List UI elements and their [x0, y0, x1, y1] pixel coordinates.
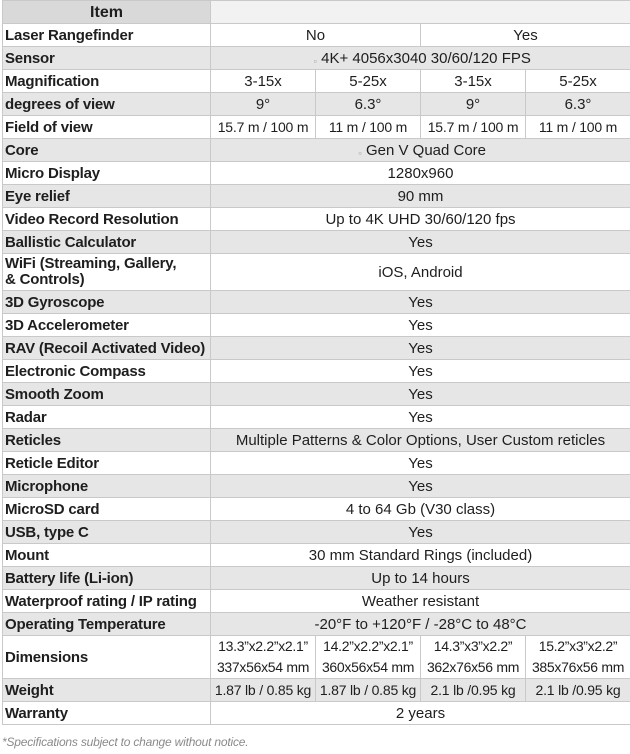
row-label: 3D Gyroscope — [3, 291, 211, 314]
row-label: degrees of view — [3, 93, 211, 116]
row-label: Core — [3, 139, 211, 162]
value-cell: 15.7 m / 100 m — [211, 116, 316, 139]
dimension-inches: 15.2”x3”x2.2” — [538, 638, 618, 654]
value-cell: Yes — [211, 291, 630, 314]
row-label: Reticle Editor — [3, 452, 211, 475]
value-cell: 90 mm — [211, 185, 630, 208]
row-label: Laser Rangefinder — [3, 24, 211, 47]
value-cell: 9° — [421, 93, 526, 116]
value-cell: 6.3° — [316, 93, 421, 116]
row-label: Dimensions — [3, 636, 211, 679]
row-video-record — [3, 208, 630, 231]
row-label: Mount — [3, 544, 211, 567]
row-rav — [3, 337, 630, 360]
row-sensor — [3, 47, 630, 70]
dimension-inches: 13.3”x2.2”x2.1” — [218, 638, 308, 654]
broken-image-icon: ▫ — [313, 55, 317, 66]
row-label: Eye relief — [3, 185, 211, 208]
value-cell: 11 m / 100 m — [316, 116, 421, 139]
value-cell: Yes — [421, 24, 630, 47]
row-label-line: & Controls) — [5, 271, 85, 288]
row-label: Radar — [3, 406, 211, 429]
value-cell: 15.7 m / 100 m — [421, 116, 526, 139]
header-row — [3, 1, 630, 24]
header-item-cell: Item — [3, 1, 211, 24]
value-cell — [211, 139, 630, 162]
value-text: Gen V Quad Core — [365, 141, 487, 159]
dimension-mm: 385x76x56 mm — [531, 659, 625, 675]
value-cell: 4 to 64 Gb (V30 class) — [211, 498, 630, 521]
spec-page — [2, 0, 630, 725]
row-label: Sensor — [3, 47, 211, 70]
row-label: Operating Temperature — [3, 613, 211, 636]
row-reticle-editor — [3, 452, 630, 475]
value-cell: Yes — [211, 383, 630, 406]
row-eye-relief — [3, 185, 630, 208]
row-label: Weight — [3, 679, 211, 702]
value-cell: 11 m / 100 m — [526, 116, 630, 139]
row-label: Ballistic Calculator — [3, 231, 211, 254]
row-label: MicroSD card — [3, 498, 211, 521]
value-cell: No — [211, 24, 421, 47]
value-cell — [421, 636, 526, 679]
value-cell: Yes — [211, 231, 630, 254]
row-label: Waterproof rating / IP rating — [3, 590, 211, 613]
row-warranty — [3, 702, 630, 725]
row-microphone — [3, 475, 630, 498]
value-cell: 6.3° — [526, 93, 630, 116]
footnote: *Specifications subject to change without notice. — [2, 735, 249, 749]
value-cell: Yes — [211, 452, 630, 475]
value-cell — [211, 47, 630, 70]
row-label-line: WiFi (Streaming, Gallery, — [5, 255, 177, 272]
value-cell: -20°F to +120°F / -28°C to 48°C — [211, 613, 630, 636]
row-label: Warranty — [3, 702, 211, 725]
broken-image-icon: ▫ — [358, 147, 362, 158]
row-label: RAV (Recoil Activated Video) — [3, 337, 211, 360]
value-cell: 2 years — [211, 702, 630, 725]
value-cell: 2.1 lb /0.95 kg — [421, 679, 526, 702]
row-dimensions — [3, 636, 630, 679]
dimension-mm: 360x56x54 mm — [321, 659, 415, 675]
row-label: Battery life (Li-ion) — [3, 567, 211, 590]
value-cell: Up to 4K UHD 30/60/120 fps — [211, 208, 630, 231]
row-label: USB, type C — [3, 521, 211, 544]
value-cell: 5-25x — [526, 70, 630, 93]
row-compass — [3, 360, 630, 383]
value-cell: 5-25x — [316, 70, 421, 93]
spec-table — [2, 0, 630, 725]
row-label: Electronic Compass — [3, 360, 211, 383]
row-microsd — [3, 498, 630, 521]
row-ballistic — [3, 231, 630, 254]
row-label: Magnification — [3, 70, 211, 93]
row-label: 3D Accelerometer — [3, 314, 211, 337]
row-label: Field of view — [3, 116, 211, 139]
dimension-inches: 14.3”x3”x2.2” — [433, 638, 513, 654]
row-micro-display — [3, 162, 630, 185]
row-label: Micro Display — [3, 162, 211, 185]
value-cell: Yes — [211, 314, 630, 337]
value-cell — [526, 636, 630, 679]
row-smooth-zoom — [3, 383, 630, 406]
row-label: Reticles — [3, 429, 211, 452]
row-gyroscope — [3, 291, 630, 314]
row-label — [3, 254, 211, 291]
value-cell: Weather resistant — [211, 590, 630, 613]
row-label: Microphone — [3, 475, 211, 498]
value-cell: 1280x960 — [211, 162, 630, 185]
row-degrees-of-view — [3, 93, 630, 116]
row-mount — [3, 544, 630, 567]
value-cell: iOS, Android — [211, 254, 630, 291]
row-battery — [3, 567, 630, 590]
value-cell: Yes — [211, 521, 630, 544]
value-cell: 9° — [211, 93, 316, 116]
row-weight — [3, 679, 630, 702]
row-laser-rangefinder — [3, 24, 630, 47]
header-blank-cell — [211, 1, 630, 24]
row-field-of-view — [3, 116, 630, 139]
row-waterproof — [3, 590, 630, 613]
row-accelerometer — [3, 314, 630, 337]
row-usb — [3, 521, 630, 544]
value-cell — [316, 636, 421, 679]
row-wifi — [3, 254, 630, 291]
value-text: 4K+ 4056x3040 30/60/120 FPS — [321, 49, 531, 67]
value-cell: Yes — [211, 337, 630, 360]
value-cell: 2.1 lb /0.95 kg — [526, 679, 630, 702]
dimension-mm: 362x76x56 mm — [426, 659, 520, 675]
value-cell — [211, 636, 316, 679]
row-label: Smooth Zoom — [3, 383, 211, 406]
row-operating-temp — [3, 613, 630, 636]
value-cell: Yes — [211, 475, 630, 498]
value-cell: Yes — [211, 406, 630, 429]
row-core — [3, 139, 630, 162]
value-cell: 30 mm Standard Rings (included) — [211, 544, 630, 567]
row-radar — [3, 406, 630, 429]
value-cell: 1.87 lb / 0.85 kg — [316, 679, 421, 702]
row-reticles — [3, 429, 630, 452]
value-cell: 3-15x — [421, 70, 526, 93]
value-cell: Multiple Patterns & Color Options, User Custom reticles — [211, 429, 630, 452]
value-cell: 3-15x — [211, 70, 316, 93]
dimension-inches: 14.2”x2.2”x2.1” — [323, 638, 413, 654]
value-cell: Up to 14 hours — [211, 567, 630, 590]
dimension-mm: 337x56x54 mm — [216, 659, 310, 675]
value-cell: Yes — [211, 360, 630, 383]
value-cell: 1.87 lb / 0.85 kg — [211, 679, 316, 702]
row-label: Video Record Resolution — [3, 208, 211, 231]
row-magnification — [3, 70, 630, 93]
